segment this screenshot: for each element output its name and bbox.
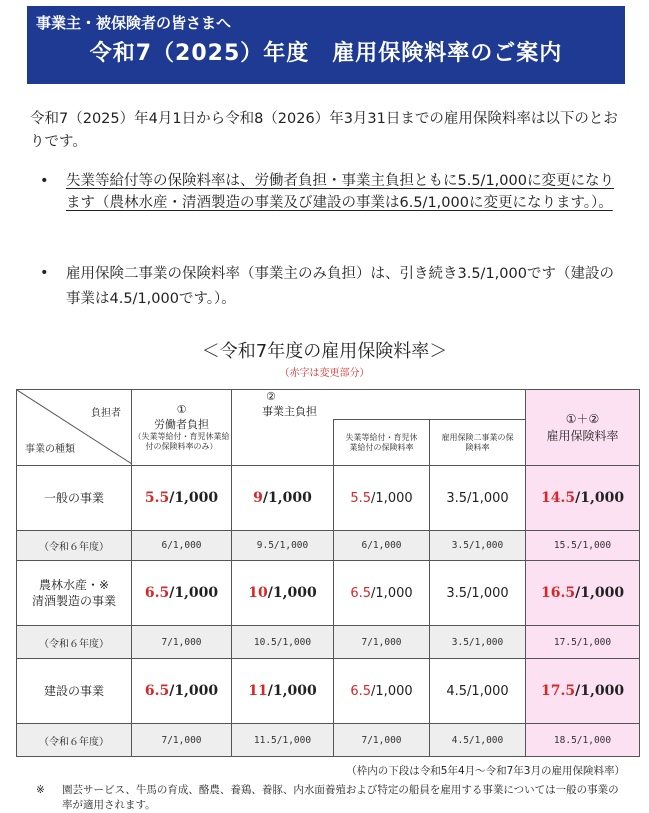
prev-unemp: 7/1,000 bbox=[334, 626, 430, 659]
table-row bbox=[17, 466, 640, 531]
two-projects-rate: 4.5/1,000 bbox=[430, 659, 526, 724]
prev-year-label: （令和６年度） bbox=[17, 626, 132, 659]
header-total bbox=[526, 390, 640, 466]
page-title: 令和7（2025）年度 雇用保険料率のご案内 bbox=[89, 41, 563, 66]
prev-worker: 6/1,000 bbox=[132, 531, 232, 561]
bullet-text: 失業等給付等の保険料率は、労働者負担・事業主負担ともに5.5/1,000に変更になります（農林水産・清酒製造の事業及び建設の事業は6.5/1,000に変更になります。）。 bbox=[66, 173, 614, 211]
corner-label-business: 事業の種類 bbox=[25, 444, 75, 455]
prev-employer: 9.5/1,000 bbox=[232, 531, 334, 561]
employer-rate-num: 11 bbox=[248, 683, 268, 699]
prev-unemp: 7/1,000 bbox=[334, 724, 430, 757]
footnote-text: 園芸サービス、牛馬の育成、酪農、養鶏、養豚、内水面養殖および特定の船員を雇用する事業については一般の事業の率が適用されます。 bbox=[62, 784, 619, 811]
header-total-label: 雇用保険料率 bbox=[546, 428, 619, 443]
header-worker-label: 労働者負担 bbox=[154, 418, 209, 431]
table-row-prev bbox=[17, 626, 640, 659]
unemp-rate-num: 6.5 bbox=[350, 585, 372, 601]
header-banner bbox=[27, 6, 625, 84]
prev-total: 17.5/1,000 bbox=[526, 626, 640, 659]
table-row bbox=[17, 561, 640, 626]
prev-employer: 11.5/1,000 bbox=[232, 724, 334, 757]
employer-rate-rest: /1,000 bbox=[267, 683, 317, 699]
bullet-dot-icon: • bbox=[40, 265, 49, 281]
worker-rate-rest: /1,000 bbox=[169, 683, 219, 699]
category-construction: 建設の事業 bbox=[17, 659, 132, 724]
prev-year-label: （令和６年度） bbox=[17, 724, 132, 757]
bullet-text: 雇用保険二事業の保険料率（事業主のみ負担）は、引き続き3.5/1,000です（建設の事業は4.5/1,000です。）。 bbox=[66, 266, 614, 307]
table-corner-header bbox=[17, 390, 132, 466]
unemp-rate-num: 5.5 bbox=[350, 490, 372, 506]
unemp-rate-rest: /1,000 bbox=[371, 490, 413, 506]
prev-unemp: 6/1,000 bbox=[334, 531, 430, 561]
worker-rate-rest: /1,000 bbox=[169, 490, 219, 506]
header-employer-label: 事業主負担 bbox=[262, 405, 317, 418]
prev-two: 3.5/1,000 bbox=[430, 626, 526, 659]
employer-rate-num: 10 bbox=[248, 585, 268, 601]
category-agri-sake bbox=[17, 561, 132, 626]
total-rate-rest: /1,000 bbox=[575, 490, 625, 506]
unemp-rate-rest: /1,000 bbox=[371, 585, 413, 601]
prev-total: 18.5/1,000 bbox=[526, 724, 640, 757]
header-employer-num: ② bbox=[266, 390, 276, 403]
footnote-mark: ※ bbox=[36, 784, 45, 796]
total-rate-num: 16.5 bbox=[541, 585, 576, 601]
prev-two: 3.5/1,000 bbox=[430, 531, 526, 561]
unemp-rate-num: 6.5 bbox=[350, 683, 372, 699]
employer-rate-rest: /1,000 bbox=[267, 585, 317, 601]
header-unemployment: 失業等給付・育児休業給付の保険料率 bbox=[334, 420, 430, 466]
total-rate-num: 14.5 bbox=[541, 490, 576, 506]
intro-text: 令和7（2025）年4月1日から令和8（2026）年3月31日までの雇用保険料率は以下のとおりです。 bbox=[30, 111, 618, 150]
prev-total: 15.5/1,000 bbox=[526, 531, 640, 561]
header-total-num: ①＋② bbox=[565, 411, 600, 426]
header-employer-blank bbox=[232, 420, 334, 466]
table-title: ＜令和7年度の雇用保険料率＞ bbox=[201, 341, 448, 362]
employer-rate-num: 9 bbox=[253, 490, 263, 506]
table-row bbox=[17, 659, 640, 724]
rates-table bbox=[16, 389, 640, 757]
prev-worker: 7/1,000 bbox=[132, 626, 232, 659]
category-line2: 清酒製造の事業 bbox=[31, 594, 116, 608]
worker-rate-num: 6.5 bbox=[144, 683, 170, 699]
header-worker-num: ① bbox=[176, 403, 187, 416]
banner-subtitle: 事業主・被保険者の皆さまへ bbox=[36, 14, 232, 32]
employer-rate-rest: /1,000 bbox=[262, 490, 312, 506]
prev-worker: 7/1,000 bbox=[132, 724, 232, 757]
header-employer bbox=[232, 390, 526, 420]
total-rate-rest: /1,000 bbox=[575, 683, 625, 699]
prev-employer: 10.5/1,000 bbox=[232, 626, 334, 659]
total-rate-num: 17.5 bbox=[541, 683, 576, 699]
worker-rate-rest: /1,000 bbox=[169, 585, 219, 601]
worker-rate-num: 6.5 bbox=[144, 585, 170, 601]
footnote-range: （枠内の下段は令和5年4月～令和7年3月の雇用保険料率） bbox=[346, 765, 625, 777]
unemp-rate-rest: /1,000 bbox=[371, 683, 413, 699]
prev-two: 4.5/1,000 bbox=[430, 724, 526, 757]
two-projects-rate: 3.5/1,000 bbox=[430, 466, 526, 531]
worker-rate-num: 5.5 bbox=[144, 490, 170, 506]
category-line1: 農林水産・※ bbox=[38, 578, 110, 592]
two-projects-rate: 3.5/1,000 bbox=[430, 561, 526, 626]
header-two-projects: 雇用保険二事業の保険料率 bbox=[430, 420, 526, 466]
header-worker bbox=[132, 390, 232, 466]
total-rate-rest: /1,000 bbox=[575, 585, 625, 601]
table-row-prev bbox=[17, 724, 640, 757]
bullet-dot-icon: • bbox=[40, 173, 49, 189]
category-general: 一般の事業 bbox=[17, 466, 132, 531]
table-row-prev bbox=[17, 531, 640, 561]
header-worker-sub: （失業等給付・育児休業給付の保険料率のみ） bbox=[133, 432, 230, 451]
table-note: （赤字は変更部分） bbox=[279, 368, 370, 379]
corner-label-burden: 負担者 bbox=[91, 408, 121, 419]
prev-year-label: （令和６年度） bbox=[17, 531, 132, 561]
